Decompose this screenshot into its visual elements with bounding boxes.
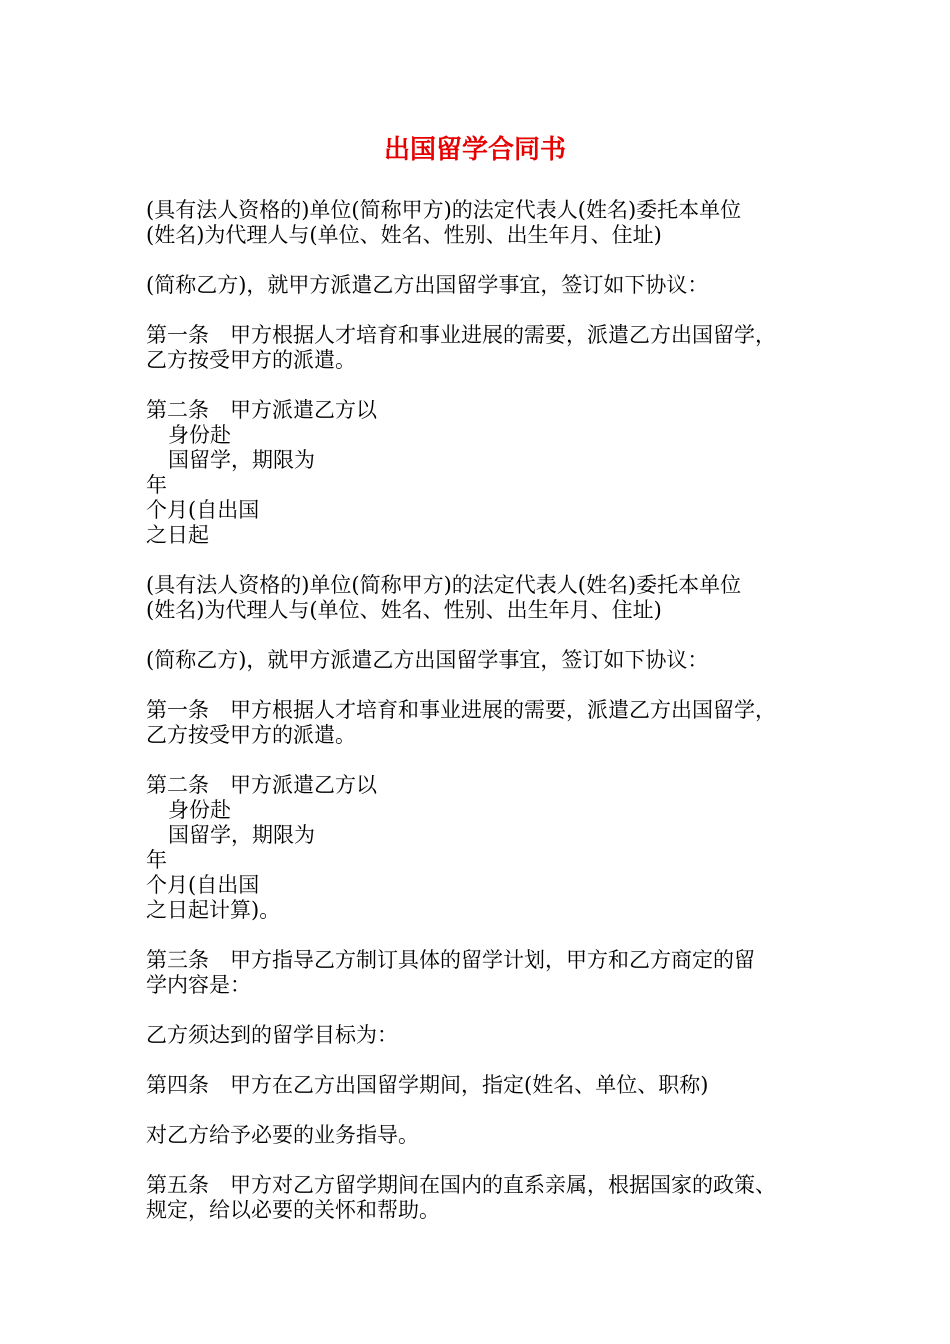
paragraph-line: (具有法人资格的)单位(简称甲方)的法定代表人(姓名)委托本单位	[146, 573, 742, 597]
document-body	[146, 198, 826, 1223]
paragraph-line: 第五条 甲方对乙方留学期间在国内的直系亲属，根据国家的政策、	[146, 1173, 776, 1197]
paragraph-line: 第三条 甲方指导乙方制订具体的留学计划，甲方和乙方商定的留	[146, 948, 755, 972]
paragraph-line: 第四条 甲方在乙方出国留学期间，指定(姓名、单位、职称)	[146, 1073, 709, 1097]
paragraph-line: 对乙方给予必要的业务指导。	[146, 1123, 419, 1147]
paragraph-line: (简称乙方)，就甲方派遣乙方出国留学事宜，签订如下协议：	[146, 273, 709, 297]
paragraph-line: 年	[146, 848, 167, 872]
paragraph-line: 乙方须达到的留学目标为：	[146, 1023, 398, 1047]
paragraph-line: 身份赴	[168, 798, 231, 822]
paragraph-line: (简称乙方)，就甲方派遣乙方出国留学事宜，签订如下协议：	[146, 648, 709, 672]
paragraph-line: 之日起	[146, 523, 209, 547]
paragraph-line: 个月(自出国	[146, 498, 260, 522]
paragraph-line: 第一条 甲方根据人才培育和事业进展的需要，派遣乙方出国留学，	[146, 698, 776, 722]
paragraph-line: (姓名)为代理人与(单位、姓名、性别、出生年月、住址)	[146, 598, 662, 622]
paragraph-line: (具有法人资格的)单位(简称甲方)的法定代表人(姓名)委托本单位	[146, 198, 742, 222]
paragraph-line: 之日起计算)。	[146, 898, 281, 922]
paragraph-line: 身份赴	[168, 423, 231, 447]
paragraph-line: 年	[146, 473, 167, 497]
paragraph-line: 第二条 甲方派遣乙方以	[146, 398, 377, 422]
paragraph-line: 第二条 甲方派遣乙方以	[146, 773, 377, 797]
paragraph-line: (姓名)为代理人与(单位、姓名、性别、出生年月、住址)	[146, 223, 662, 247]
document-title: 出国留学合同书	[383, 135, 566, 165]
paragraph-line: 国留学，期限为	[168, 823, 315, 847]
paragraph-line: 个月(自出国	[146, 873, 260, 897]
paragraph-line: 第一条 甲方根据人才培育和事业进展的需要，派遣乙方出国留学，	[146, 323, 776, 347]
paragraph-line: 学内容是：	[146, 973, 251, 997]
paragraph-line: 规定，给以必要的关怀和帮助。	[146, 1198, 440, 1222]
paragraph-line: 乙方按受甲方的派遣。	[146, 723, 356, 747]
paragraph-line: 乙方按受甲方的派遣。	[146, 348, 356, 372]
paragraph-line: 国留学，期限为	[168, 448, 315, 472]
